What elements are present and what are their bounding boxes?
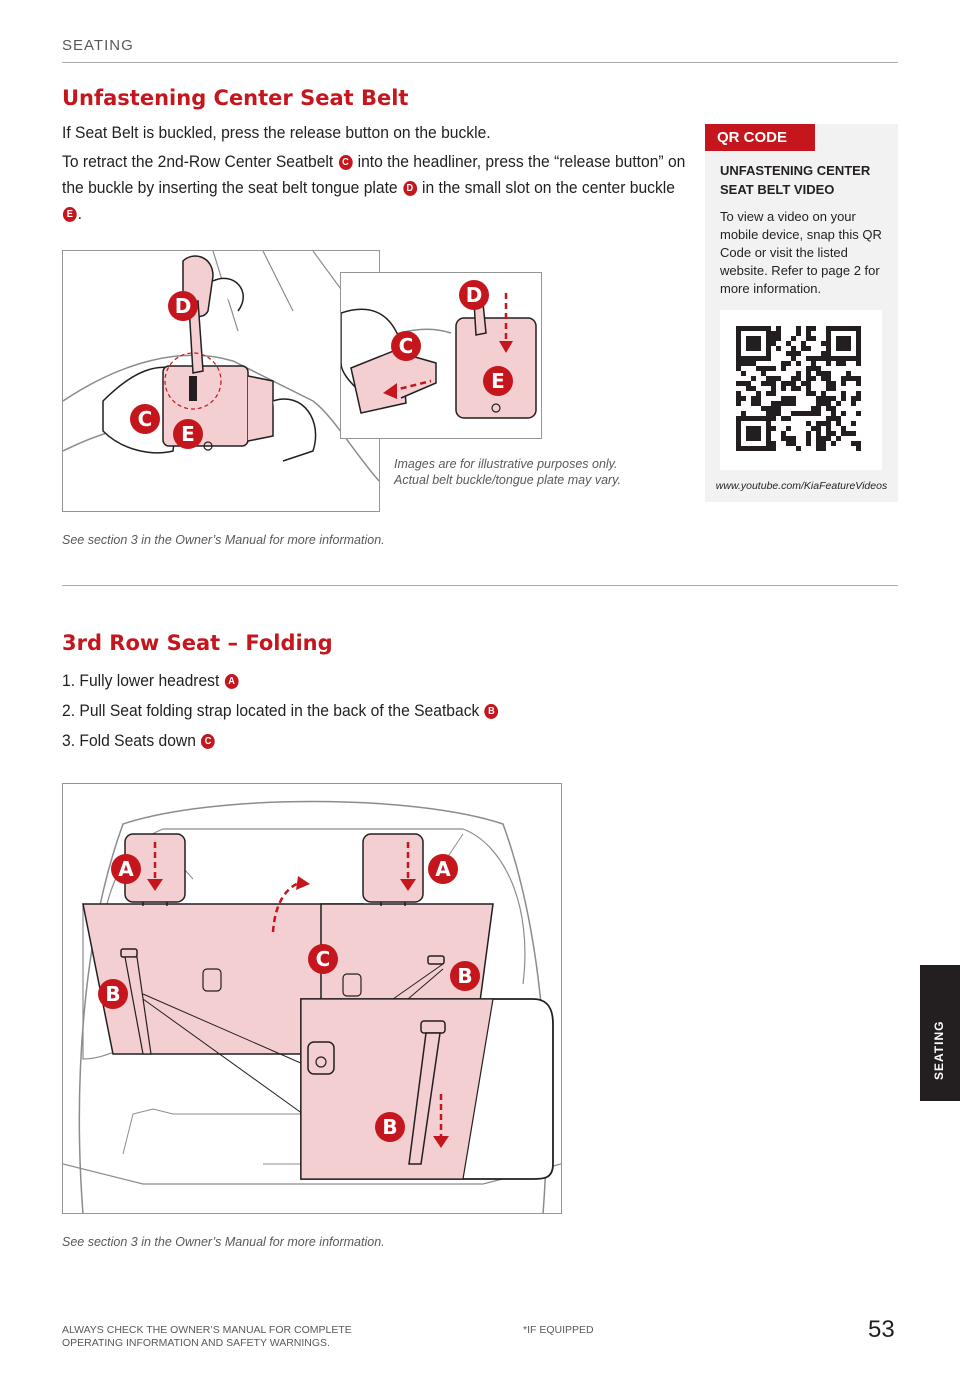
footer-warning-line-2: OPERATING INFORMATION AND SAFETY WARNINGS. bbox=[62, 1337, 330, 1349]
step-2-text: 2. Pull Seat folding strap located in the back of the Seatback bbox=[62, 701, 480, 720]
illustration-note-line-1: Images are for illustrative purposes only. bbox=[394, 457, 618, 471]
qr-title: UNFASTENING CENTER SEAT BELT VIDEO bbox=[720, 163, 871, 197]
buckle-illustration-right bbox=[340, 272, 542, 439]
side-tab-label: SEATING bbox=[932, 1020, 946, 1080]
fig1-label-c: C bbox=[137, 407, 153, 431]
fig2-label-d: D bbox=[465, 283, 483, 307]
side-section-tab[interactable] bbox=[920, 965, 960, 1101]
center-belt-paragraph-2 bbox=[62, 149, 688, 227]
page-number: 53 bbox=[868, 1316, 895, 1343]
qr-description: To view a video on your mobile device, snap this QR Code or visit the listed website. Refer to page 2 for more information. bbox=[720, 209, 882, 296]
badge-e: E bbox=[63, 207, 77, 222]
footer-warning bbox=[62, 1324, 352, 1350]
p2-part-a: To retract the 2nd-Row Center Seatbelt bbox=[62, 152, 334, 171]
step-1 bbox=[62, 666, 651, 696]
fig3-label-b-left: B bbox=[105, 982, 121, 1006]
center-belt-see-manual: See section 3 in the Owner’s Manual for more information. bbox=[62, 533, 385, 547]
center-belt-title: Unfastening Center Seat Belt bbox=[62, 86, 409, 110]
section-divider bbox=[62, 585, 898, 586]
badge-c: C bbox=[339, 155, 353, 170]
fig2-label-e: E bbox=[491, 369, 505, 393]
header-rule bbox=[62, 62, 898, 63]
third-row-svg bbox=[63, 784, 561, 1213]
fig3-label-b-inset: B bbox=[382, 1115, 398, 1139]
step-3-text: 3. Fold Seats down bbox=[62, 731, 196, 750]
fig3-label-a-right: A bbox=[435, 857, 451, 881]
third-row-steps bbox=[62, 666, 651, 756]
fig1-label-d: D bbox=[174, 294, 192, 318]
step-3 bbox=[62, 726, 651, 756]
step-1-badge: A bbox=[225, 674, 239, 689]
buckle-left-svg bbox=[63, 251, 379, 511]
footer-equipped-note: *IF EQUIPPED bbox=[523, 1324, 594, 1336]
fig3-label-a-left: A bbox=[118, 857, 134, 881]
third-row-see-manual: See section 3 in the Owner’s Manual for more information. bbox=[62, 1235, 385, 1249]
center-belt-paragraph-1: If Seat Belt is buckled, press the release button on the buckle. bbox=[62, 123, 491, 142]
p2-part-d: . bbox=[77, 204, 82, 223]
third-row-title: 3rd Row Seat – Folding bbox=[62, 631, 333, 655]
fig3-label-c: C bbox=[315, 947, 331, 971]
fig1-label-e: E bbox=[181, 422, 195, 446]
buckle-illustration-left bbox=[62, 250, 380, 512]
footer-warning-line-1: ALWAYS CHECK THE OWNER’S MANUAL FOR COMPLETE bbox=[62, 1324, 352, 1336]
qr-code-tab: QR CODE bbox=[705, 124, 815, 151]
p2-part-c: in the small slot on the center buckle bbox=[421, 178, 675, 197]
p2-part-b: into the headliner, press the “release button” on the buckle by inserting the seat belt tongue plate bbox=[62, 152, 686, 197]
step-3-badge: C bbox=[201, 734, 215, 749]
third-row-illustration bbox=[62, 783, 562, 1214]
center-belt-body bbox=[62, 120, 688, 227]
qr-code-icon bbox=[720, 310, 882, 470]
fig3-label-b-right: B bbox=[457, 964, 473, 988]
step-2-badge: B bbox=[485, 704, 499, 719]
qr-url-link[interactable]: www.youtube.com/KiaFeatureVideos bbox=[715, 480, 888, 492]
step-2 bbox=[62, 696, 651, 726]
fig2-label-c: C bbox=[398, 334, 414, 358]
badge-d: D bbox=[403, 181, 417, 196]
buckle-right-svg bbox=[341, 273, 541, 438]
section-header: SEATING bbox=[62, 37, 134, 54]
illustration-note-line-2: Actual belt buckle/tongue plate may vary. bbox=[394, 473, 621, 487]
step-1-text: 1. Fully lower headrest bbox=[62, 671, 220, 690]
illustration-note bbox=[394, 456, 621, 488]
qr-code-image[interactable] bbox=[720, 310, 882, 470]
